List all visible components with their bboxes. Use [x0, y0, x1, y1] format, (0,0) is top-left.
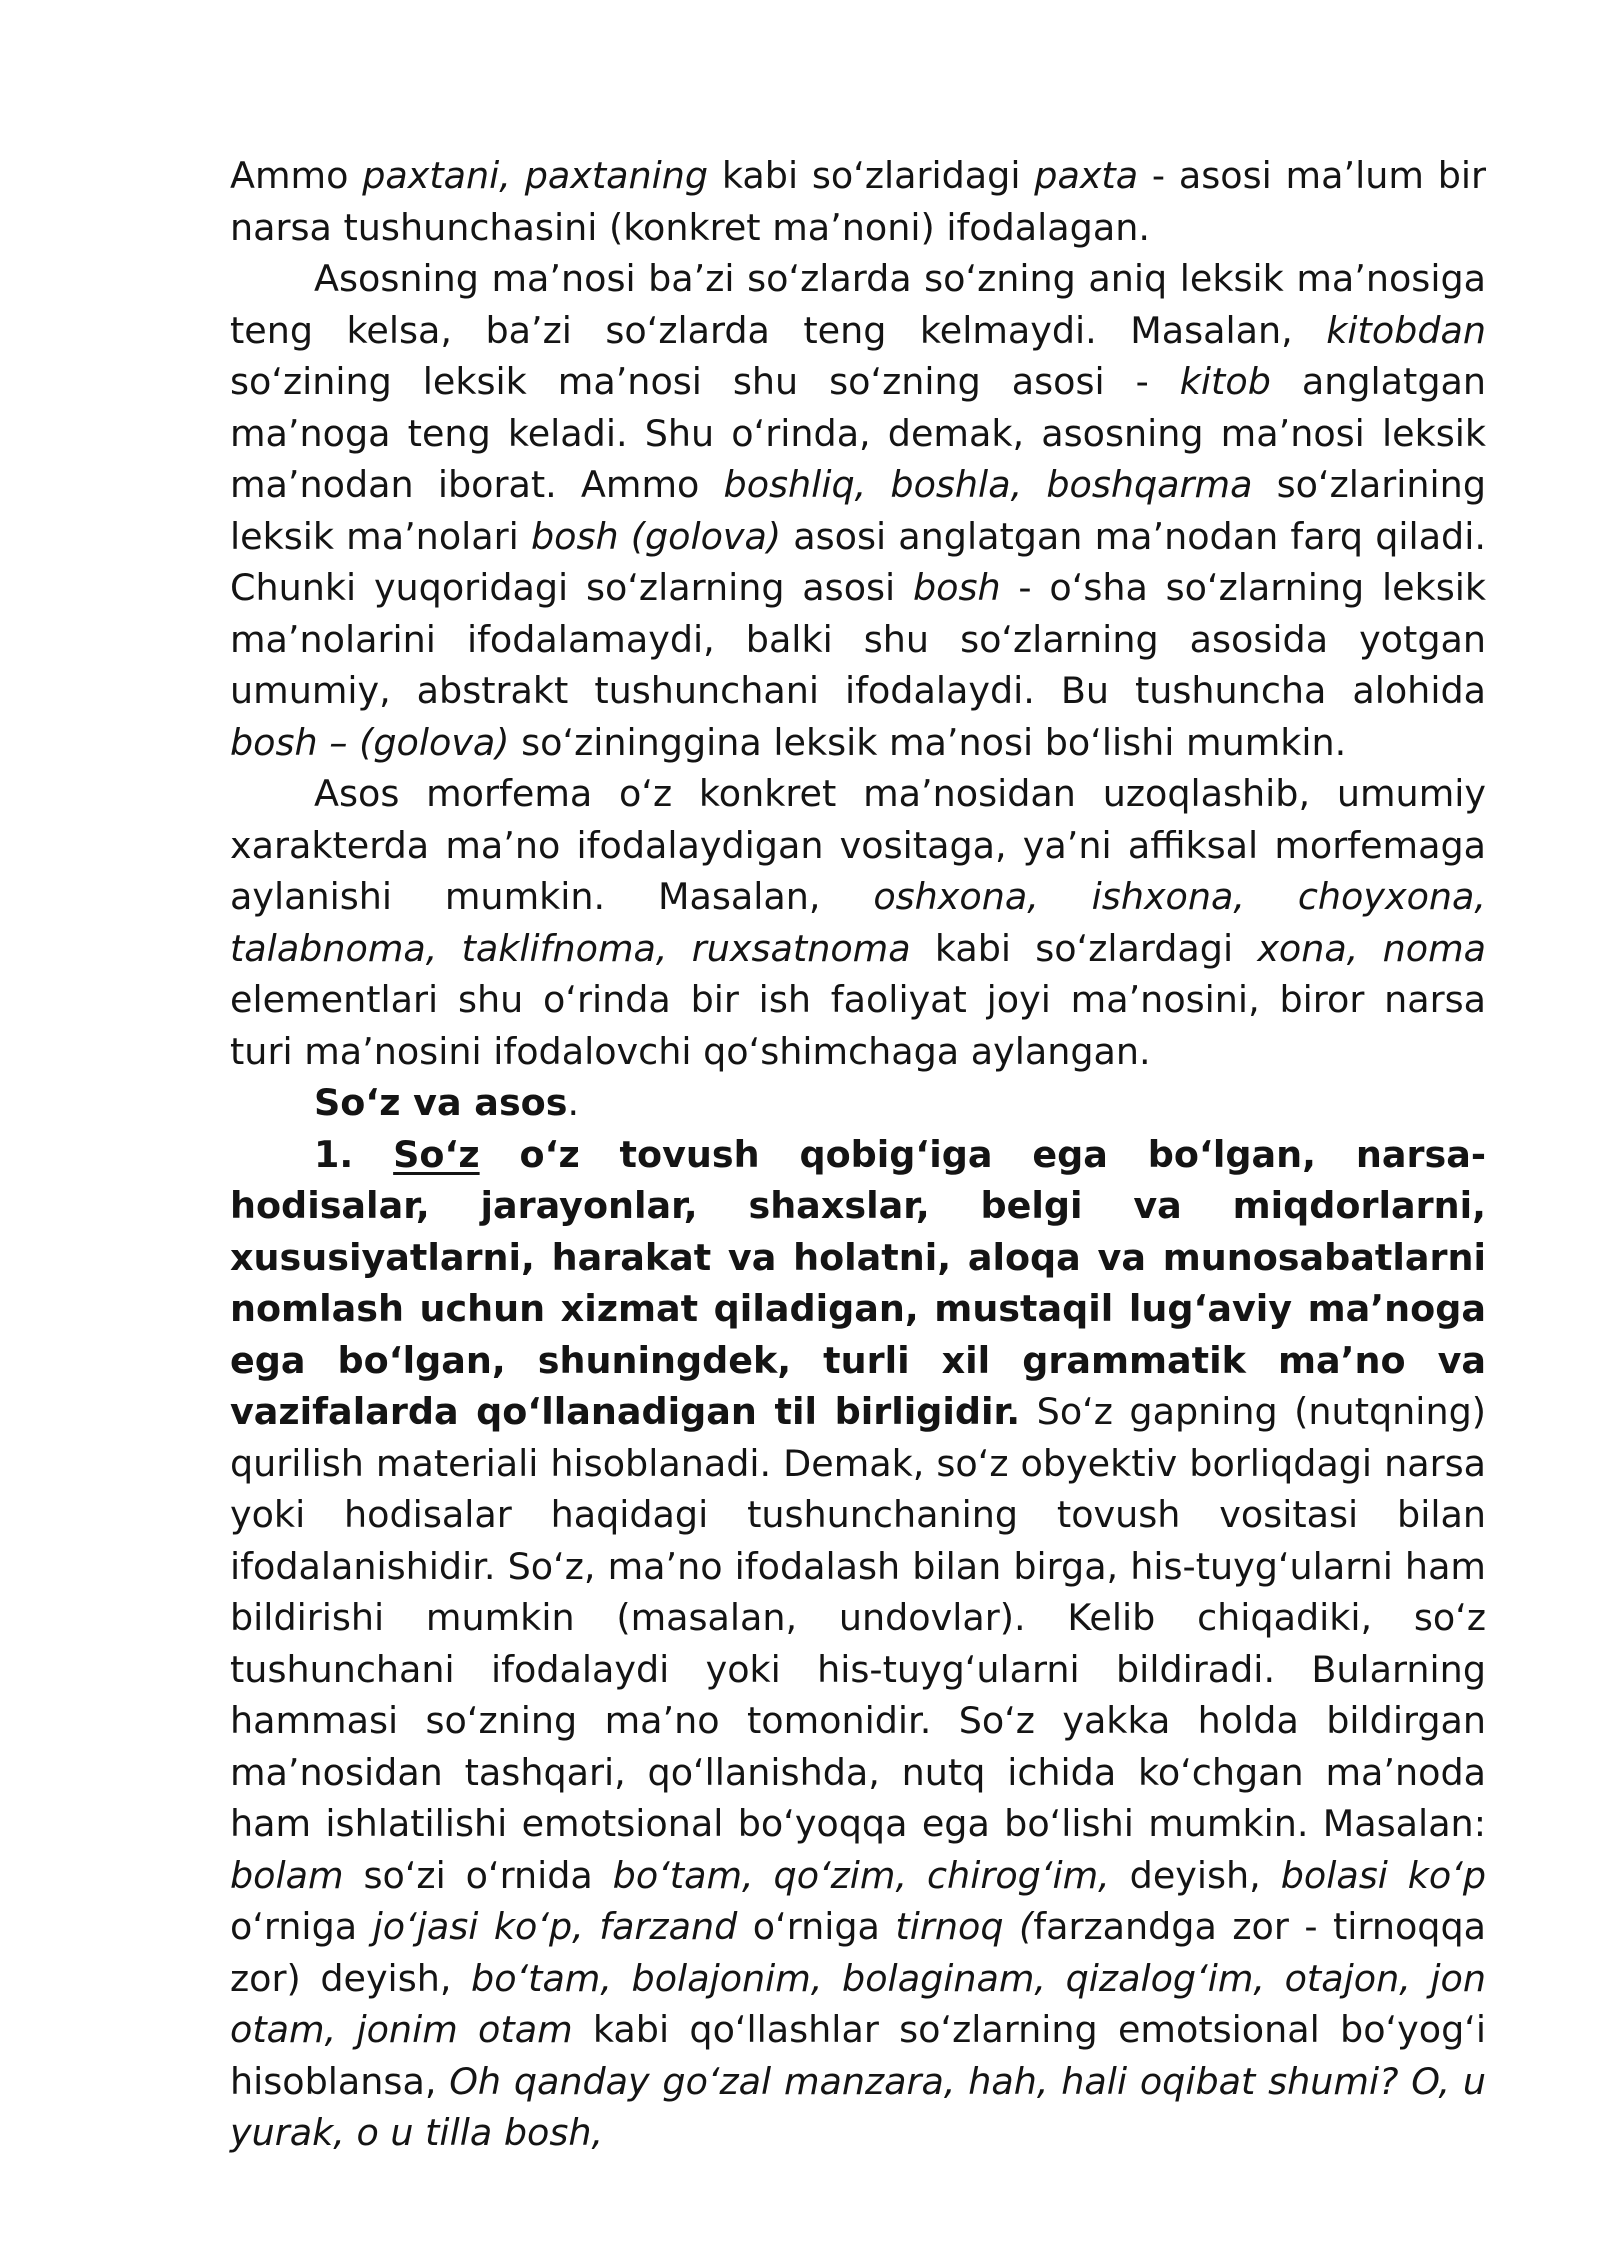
- text-run: asosi anglatgan maʼnodan farq qiladi. Chunki yuqoridagi soʻzlarning asosi: [230, 514, 1486, 609]
- italic-example: kitob: [1179, 360, 1271, 403]
- text-run: soʻzlarining leksik maʼnolari: [230, 463, 1486, 558]
- text-run: soʻzining leksik maʼnosi shu soʻzning asosi -: [230, 360, 1180, 403]
- italic-example: bosh – (golova): [230, 720, 510, 764]
- text-run: Soʻz gapning (nutqning) qurilish materiali hisoblanadi. Demak, soʻz obyektiv borliqdagi narsa yoki hodisalar haqidagi tushunchaning tovush vositasi bilan ifodalanishidir. Soʻz, maʼno ifodalash bilan birga, his-tuygʻularni ham bildirishi mumkin (masalan, undovlar). Kelib chiqadiki, soʻz tushunchani ifodalaydi yoki his-tuygʻularni bildiradi. Bularning hammasi soʻzning maʼno tomonidir. Soʻz yakka holda bildirgan maʼnosidan tashqari, qoʻllanishda, nutq ichida koʻchgan maʼnoda ham ishlatilishi emotsional boʻyoqqa ega boʻlishi mumkin. Masalan:: [230, 1390, 1486, 1845]
- text-run: kabi qoʻllashlar soʻzlarning emotsional boʻyogʻi hisoblansa,: [230, 2008, 1486, 2103]
- italic-example: oshxona, ishxona, choyxona, talabnoma, taklifnoma, ruxsatnoma: [230, 875, 1486, 970]
- paragraph-soz-definition: [230, 1129, 1486, 2159]
- text-run: soʻzi oʻrnida: [343, 1853, 613, 1897]
- text-run: .: [567, 1081, 580, 1124]
- paragraph-asos-morfema: [230, 768, 1486, 1077]
- underlined-term: Soʻz: [393, 1132, 480, 1176]
- document-page: [230, 150, 1486, 2159]
- text-run: Asos morfema oʻz konkret maʼnosidan uzoqlashib, umumiy xarakterda maʼno ifodalaydigan vositaga, yaʼni affiksal morfemaga aylanishi mumkin. Masalan,: [230, 772, 1486, 918]
- italic-example: bosh: [912, 566, 1001, 609]
- italic-example: paxtani, paxtaning: [362, 154, 709, 197]
- italic-example: bosh (golova): [530, 514, 782, 558]
- text-run: farzandga zor - tirnoqqa zor) deyish,: [230, 1905, 1486, 2000]
- italic-example: tirnoq (: [895, 1905, 1034, 1948]
- italic-example: bolasi koʻp: [1280, 1853, 1487, 1897]
- italic-example: Oh qanday goʻzal manzara, hah, hali oqibat shumi? O, u yurak, o u tilla bosh,: [230, 2059, 1486, 2154]
- italic-example: kitobdan: [1326, 308, 1486, 352]
- text-run: - oʻsha soʻzlarning leksik maʼnolarini ifodalamaydi, balki shu soʻzlarning asosida yotgan umumiy, abstrakt tushunchani ifodalaydi. Bu tushuncha alohida: [230, 566, 1486, 712]
- text-run: oʻrniga: [737, 1905, 896, 1948]
- text-run: kabi soʻzlardagi: [910, 926, 1258, 970]
- text-run: oʻrniga: [230, 1905, 373, 1948]
- text-run: Ammo: [230, 154, 363, 197]
- section-heading-soz-va-asos: [230, 1077, 1486, 1129]
- italic-example: xona, noma: [1257, 926, 1486, 970]
- text-run: deyish,: [1109, 1853, 1281, 1897]
- bold-text: Soʻz va asos: [314, 1081, 568, 1124]
- text-run: elementlari shu oʻrinda bir ish faoliyat joyi maʼnosini, biror narsa turi maʼnosini ifodalovchi qoʻshimchaga aylangan.: [230, 978, 1486, 1073]
- paragraph-paxta: [230, 150, 1486, 253]
- italic-example: boʻtam, qoʻzim, chirogʻim,: [612, 1853, 1110, 1897]
- italic-example: joʻjasi koʻp, farzand: [372, 1905, 738, 1948]
- text-run: anglatgan maʼnoga teng keladi. Shu oʻrinda, demak, asosning maʼnosi leksik maʼnodan iborat. Ammo: [230, 360, 1486, 506]
- text-run: - asosi maʼlum bir narsa tushunchasini (konkret maʼnoni) ifodalagan.: [230, 154, 1487, 249]
- italic-example: paxta: [1034, 154, 1139, 197]
- text-run: Asosning maʼnosi baʼzi soʻzlarda soʻzning aniq leksik maʼnosiga teng kelsa, baʼzi soʻzlarda teng kelmaydi. Masalan,: [230, 257, 1486, 352]
- paragraph-asos-manosi: [230, 253, 1486, 768]
- bold-text: oʻz tovush qobigʻiga ega boʻlgan, narsa-hodisalar, jarayonlar, shaxslar, belgi va miqdorlarni, xususiyatlarni, harakat va holatni, aloqa va munosabatlarni nomlash uchun xizmat qiladigan, mustaqil lugʻaviy maʼnoga ega boʻlgan, shuningdek, turli xil grammatik maʼno va vazifalarda qoʻllanadigan til birligidir.: [230, 1132, 1486, 1433]
- italic-example: bolam: [230, 1853, 344, 1897]
- bold-text: 1.: [314, 1132, 394, 1176]
- italic-example: boshliq, boshla, boshqarma: [723, 463, 1253, 506]
- text-run: kabi soʻzlaridagi: [708, 154, 1035, 197]
- italic-example: boʻtam, bolajonim, bolaginam, qizalogʻim, otajon, jon otam, jonim otam: [230, 1956, 1486, 2051]
- text-run: soʻzininggina leksik maʼnosi boʻlishi mumkin.: [509, 720, 1347, 764]
